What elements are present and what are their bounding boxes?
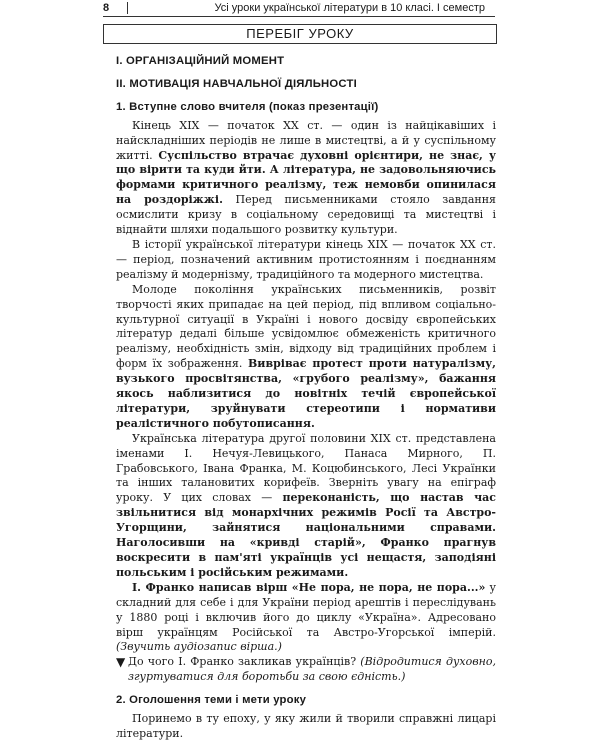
paragraph: Кінець XIX — початок XX ст. — один із найцікавіших і найскладніших періодів не лише в мистецтві, а й у суспільному житті. Суспільство втрачає духовні орієнтири, не знає, у що вірити та куди йти. А література, не задовольняючись формами критичного реалізму, теж немовби опинилася на роздоріжжі. Перед письменниками стояло завдання осмислити кризу в соціальному середовищі та мистецтві і віднайти шляхи подальшого розвитку культури.: [116, 118, 497, 237]
section-heading-motivation: II. МОТИВАЦІЯ НАВЧАЛЬНОЇ ДІЯЛЬНОСТІ: [116, 77, 357, 90]
paragraph: Українська література другої половини XIX ст. представлена іменами I. Нечуя-Левицького, Панаса Мирного, П. Грабовського, Івана Франка, М. Коцюбинського, Лесі Українки та інших талановитих корифеїв. Зверніть увагу на епіграф уроку. У цих словах — переконаність, що настав час звільнитися від монархічних режимів Росії та Австро-Угорщини, зайнятися національними справами. Наголосивши на «кривді старій», Франко прагнув воскресити в пам'яті українців усі нещастя, заподіяні польським і російським режимами.: [116, 431, 497, 579]
page-content: [116, 44, 496, 742]
running-header: [103, 0, 495, 17]
section-heading-organizational: I. ОРГАНІЗАЦІЙНИЙ МОМЕНТ: [116, 55, 285, 67]
question-answer: (Відродитися духовно, згуртуватися для боротьби за свою єдність.): [128, 655, 496, 684]
running-title: Усі уроки української літератури в 10 класі. I семестр: [127, 2, 495, 14]
question-item: [116, 655, 496, 685]
question-text: До чого I. Франко закликав українців?: [128, 655, 361, 669]
paragraph: I. Франко написав вірш «Не пора, не пора, не пора...» у складний для себе і для України період арештів і переслідувань у 1880 році і включив його до циклу «Україна». Адресовано вірш українцям Російської та Австро-Угорської імперій. (Звучить аудіозапис вірша.): [116, 580, 497, 654]
subsection-heading-topic: 2. Оголошення теми і мети уроку: [116, 694, 307, 707]
page-number: 8: [103, 2, 110, 14]
triangle-marker-icon: ▼: [116, 655, 126, 670]
lesson-title: ПЕРЕБІГ УРОКУ: [246, 26, 354, 41]
subsection-heading-intro: 1. Вступне слово вчителя (показ презентації): [116, 100, 379, 113]
paragraph: Поринемо в ту епоху, у яку жили й творили справжні лицарі літератури.: [116, 712, 496, 740]
paragraph: В історії української літератури кінець XIX — початок XX ст. — період, позначений активним протистоянням і поєднанням реалізму й модернізму, традиційного та модерного мистецтва.: [116, 237, 496, 281]
paragraph: Молоде покоління українських письменників, розвіт творчості яких припадає на цей період, під впливом соціально-культурної ситуації в Україні і нового досвіду європейських літератур дедалі більше усвідомлює обмеженість критичного реалізму, необхідність змін, відходу від традиційних проблем і форм їх зображення. Вивріває протест проти натуралізму, вузького просвітянства, «грубого реалізму», бажання якось наблизитися до новітніх течій європейської літератури, зруйнувати стереотипи і нормативи реалістичного побутописання.: [116, 282, 496, 430]
lesson-title-box: [103, 24, 497, 44]
